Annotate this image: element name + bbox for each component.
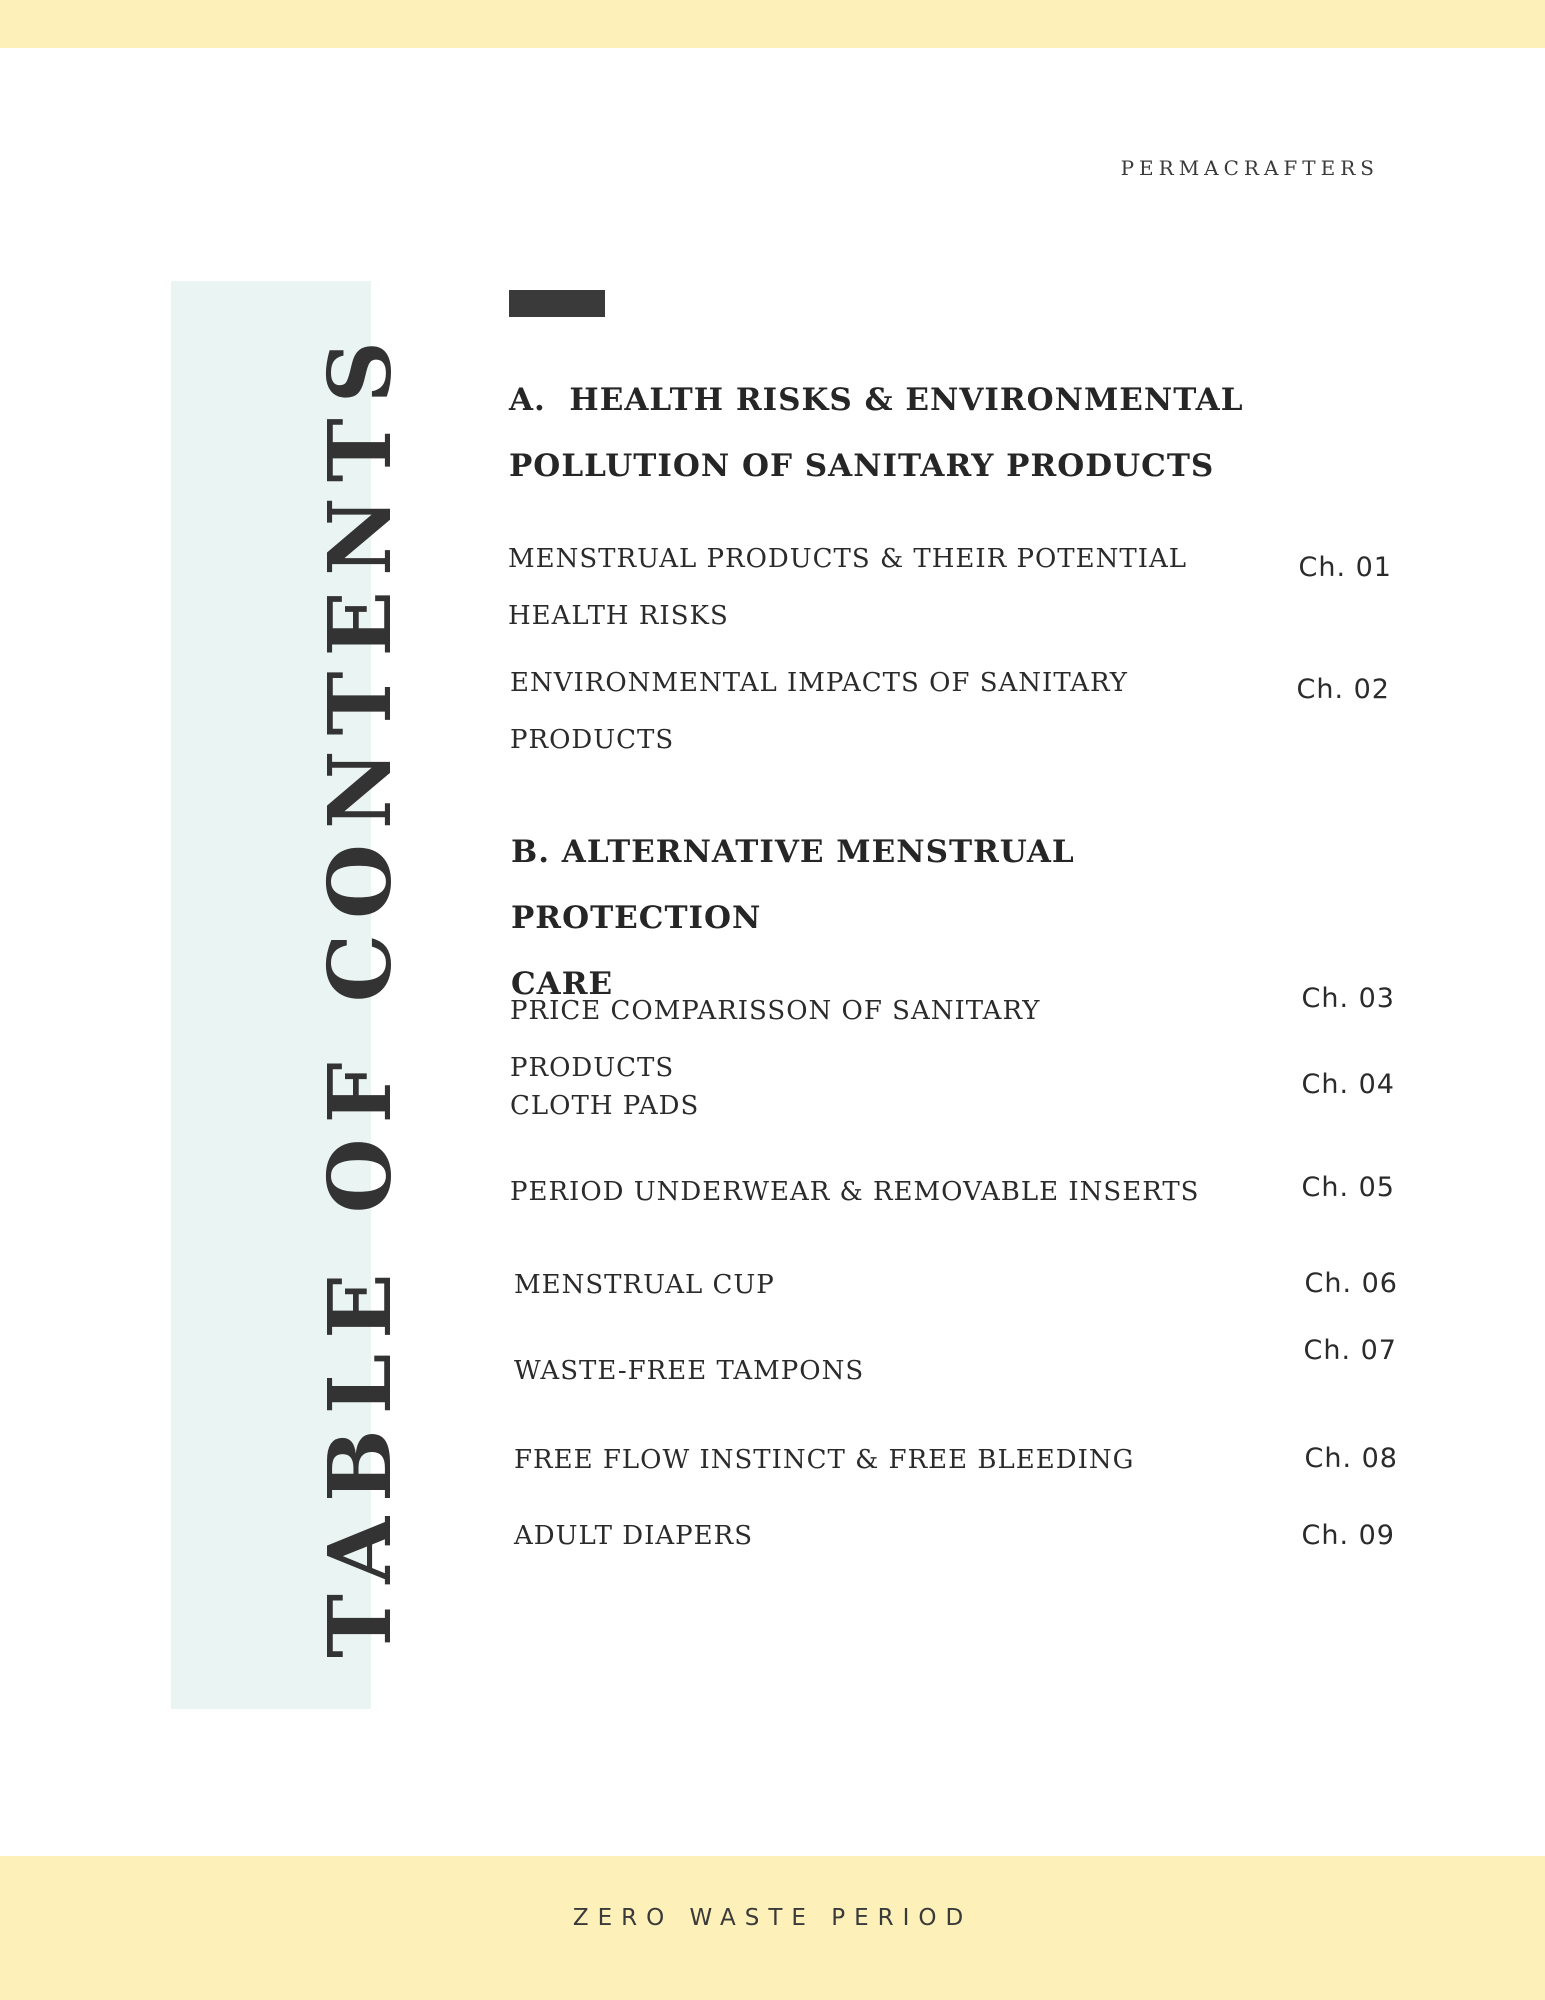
toc-entry-chapter: Ch. 06 <box>1304 1268 1398 1299</box>
toc-entry[interactable] <box>510 1164 1200 1221</box>
toc-entry[interactable] <box>510 655 1200 769</box>
toc-entry[interactable] <box>514 1257 1204 1314</box>
toc-entry-chapter: Ch. 09 <box>1301 1520 1395 1551</box>
toc-entry-title: WASTE-FREE TAMPONS <box>514 1356 865 1386</box>
section-a-heading-line2: POLLUTION OF SANITARY PRODUCTS <box>509 448 1215 484</box>
toc-entry-title: MENSTRUAL CUP <box>514 1270 775 1300</box>
toc-entry-chapter: Ch. 03 <box>1301 983 1395 1014</box>
toc-entry[interactable] <box>514 1432 1204 1489</box>
toc-entry[interactable] <box>514 1343 1204 1400</box>
section-a-heading-line1: A. HEALTH RISKS & ENVIRONMENTAL <box>509 382 1244 418</box>
toc-entry[interactable] <box>514 1508 1204 1565</box>
toc-entry-title: FREE FLOW INSTINCT & FREE BLEEDING <box>514 1445 1135 1475</box>
toc-entry-chapter: Ch. 07 <box>1303 1335 1397 1366</box>
section-a-heading <box>509 367 1309 499</box>
toc-entry-title-line2: PRODUCTS <box>510 725 675 755</box>
toc-entry-chapter: Ch. 02 <box>1296 674 1390 705</box>
toc-entry-title: PRICE COMPARISSON OF SANITARY PRODUCTS <box>510 996 1041 1083</box>
toc-entry-title: PERIOD UNDERWEAR & REMOVABLE INSERTS <box>510 1177 1200 1207</box>
toc-entry-chapter: Ch. 01 <box>1298 552 1392 583</box>
toc-entry-title-line1: ENVIRONMENTAL IMPACTS OF SANITARY <box>510 668 1128 698</box>
page-title: TABLE OF CONTENTS <box>310 326 411 1658</box>
accent-bar <box>509 290 605 317</box>
toc-entry-chapter: Ch. 08 <box>1304 1443 1398 1474</box>
toc-entry-title: ADULT DIAPERS <box>514 1521 754 1551</box>
section-b-heading-line2: CARE <box>511 966 614 1002</box>
brand-name: PERMACRAFTERS <box>1120 156 1379 180</box>
toc-entry-title-line2: HEALTH RISKS <box>508 601 729 631</box>
toc-entry-chapter: Ch. 04 <box>1301 1069 1395 1100</box>
footer-title: ZERO WASTE PERIOD <box>572 1905 973 1931</box>
top-band <box>0 0 1545 48</box>
toc-entry-title: CLOTH PADS <box>510 1091 700 1121</box>
toc-entry-chapter: Ch. 05 <box>1301 1172 1395 1203</box>
section-b-heading-line1: B. ALTERNATIVE MENSTRUAL PROTECTION <box>511 834 1075 936</box>
toc-entry[interactable] <box>510 1078 1200 1135</box>
toc-entry[interactable] <box>508 531 1198 645</box>
toc-entry-title-line1: MENSTRUAL PRODUCTS & THEIR POTENTIAL <box>508 544 1188 574</box>
